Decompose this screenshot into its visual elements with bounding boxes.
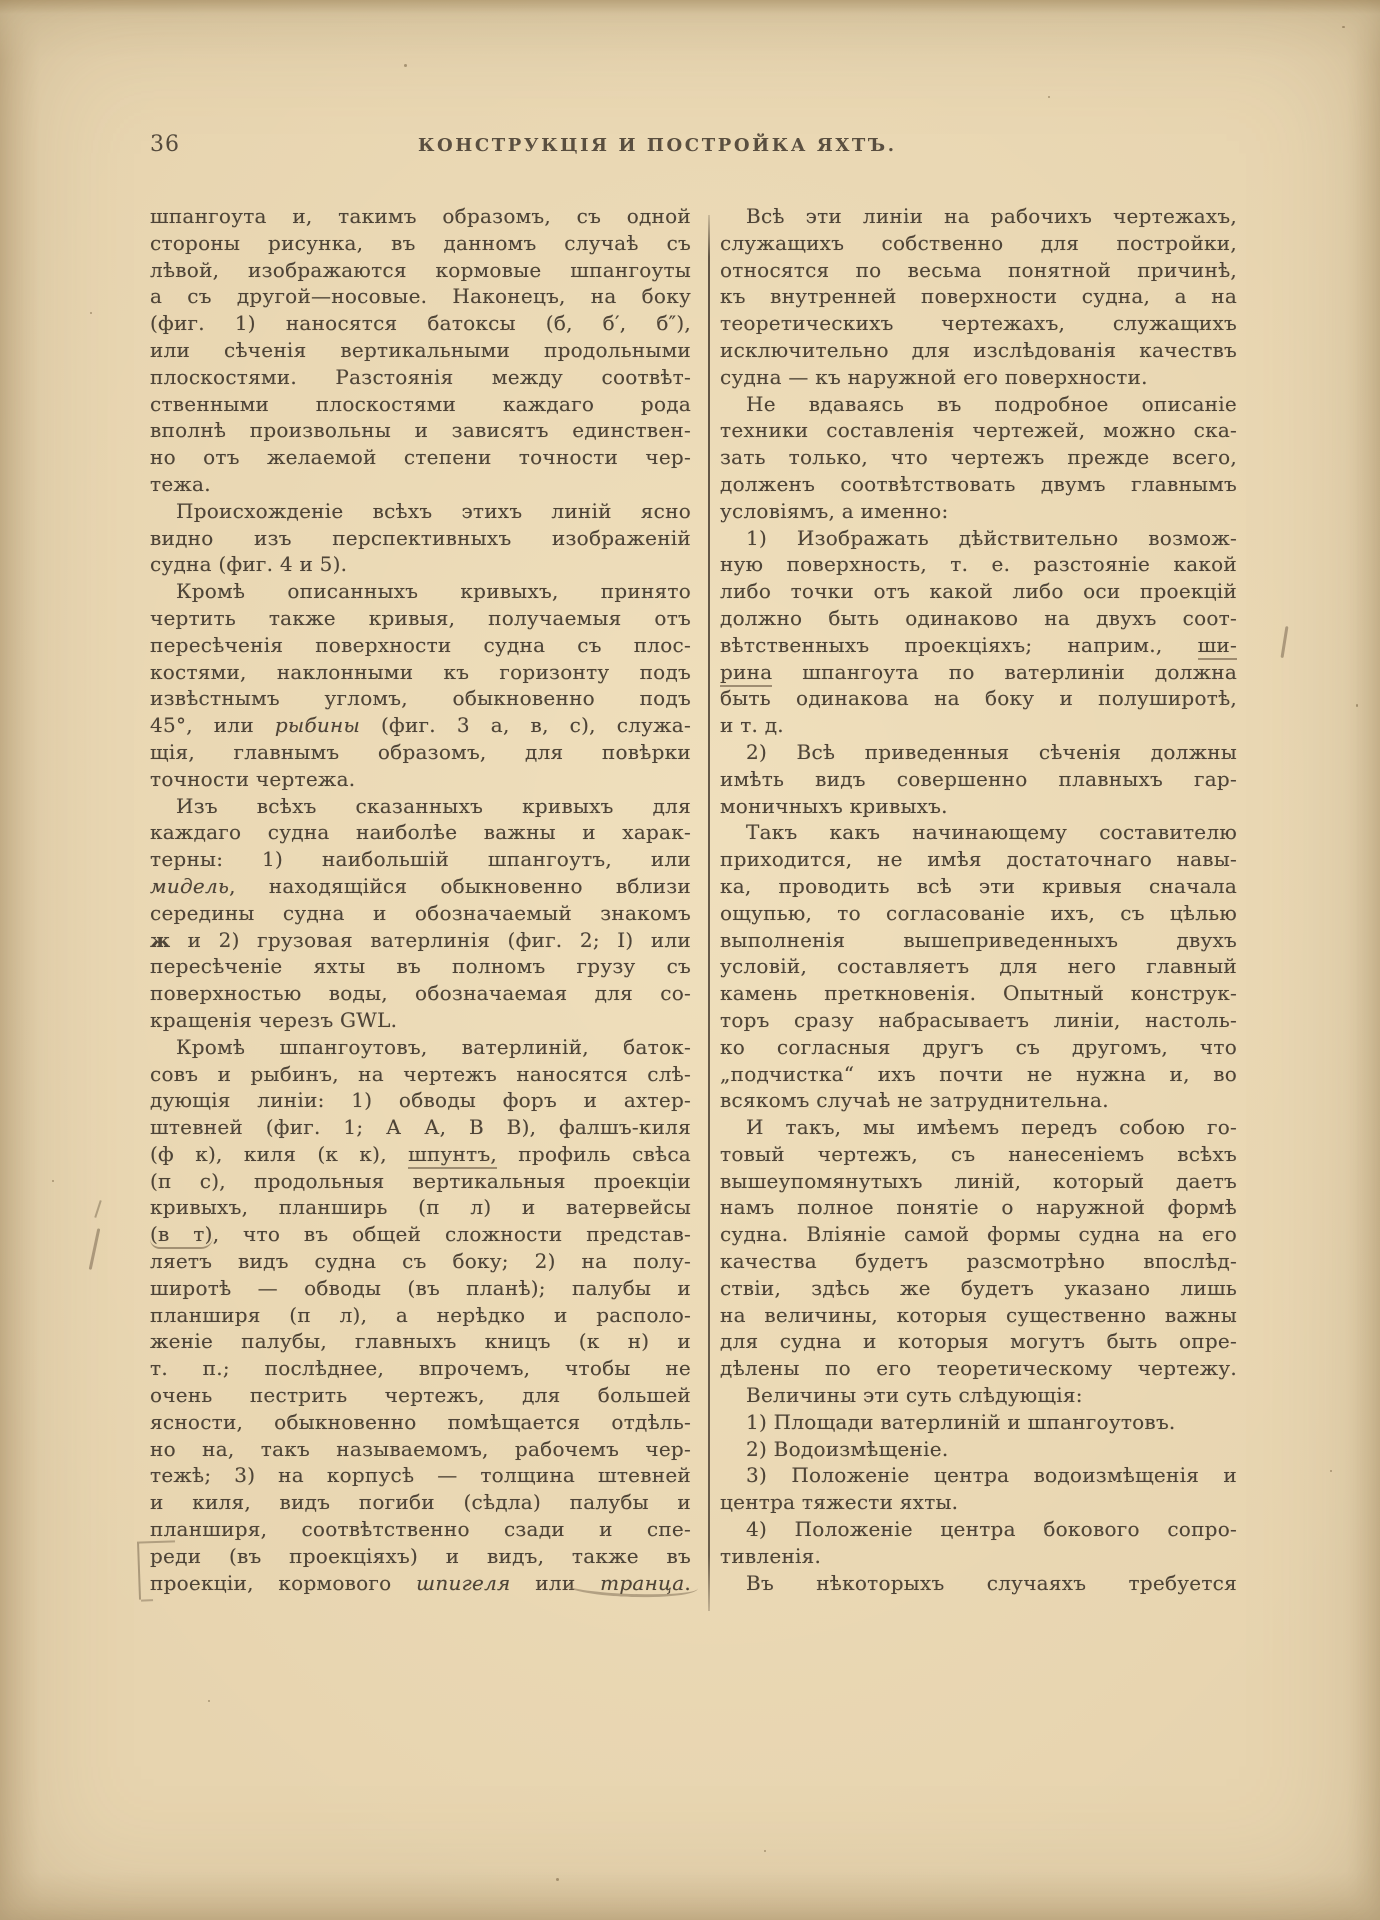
text-line: Кромѣ описанныхъ кривыхъ, принято (176, 579, 691, 604)
text-line: на величины, которыя существенно важны (720, 1302, 1237, 1327)
text-line: центра тяжести яхты. (720, 1490, 959, 1515)
text-line: плоскостями. Разстоянія между соотвѣт- (150, 364, 691, 389)
text-line: кривыхъ, планширь (п л) и ватервейсы (150, 1195, 691, 1220)
text-line: вѣтственныхъ проекціяхъ; наприм., ши- (720, 632, 1237, 659)
text-line: служащихъ собственно для постройки, (720, 230, 1237, 255)
text-line: выполненія вышеприведенныхъ двухъ (720, 927, 1237, 952)
text-line: реди (въ проекціяхъ) и видъ, также въ (150, 1543, 691, 1568)
paper-speck (1356, 704, 1358, 707)
text-line: Изъ всѣхъ сказанныхъ кривыхъ для (176, 793, 691, 818)
text-line: тежа. (150, 471, 211, 496)
text-line: (ф к), киля (к к), шпунтъ, профиль свѣса (150, 1141, 691, 1168)
text-line: Величины эти суть слѣдующія: (746, 1383, 1083, 1408)
text-line: камень преткновенія. Опытный конструк- (720, 981, 1237, 1006)
text-line: относятся по весьма понятной причинѣ, (720, 257, 1237, 282)
text-line: планширя, соотвѣтственно сзади и спе- (150, 1517, 691, 1542)
text-line: исключительно для изслѣдованія качествъ (720, 337, 1237, 362)
paper-speck (1330, 1470, 1332, 1472)
text-line: быть одинакова на боку и полуширотѣ, (720, 686, 1237, 711)
text-line: терны: 1) наибольшій шпангоутъ, или (150, 847, 691, 872)
text-line: Не вдаваясь въ подробное описаніе (746, 391, 1237, 416)
text-line: „подчистка“ ихъ почти не нужна и, во (720, 1061, 1237, 1086)
text-line: извѣстнымъ угломъ, обыкновенно подъ (150, 686, 691, 711)
text-line: Кромѣ шпангоутовъ, ватерлиній, баток- (176, 1034, 691, 1059)
text-line: 1) Изображать дѣйствительно возмож- (746, 525, 1237, 550)
text-line: условіямъ, а именно: (720, 498, 949, 523)
paper-speck (52, 1180, 54, 1182)
pencil-underlined-word: ши- (1198, 633, 1237, 660)
text-line: очень пестрить чертежъ, для большей (150, 1383, 691, 1408)
text-line: ственными плоскостями каждаго рода (150, 391, 691, 416)
midship-symbol-icon: ж (150, 927, 171, 952)
text-line: а съ другой—носовые. Наконецъ, на боку (150, 284, 691, 309)
paper-speck (1342, 26, 1345, 28)
pencil-underlined-word: шпунтъ, (408, 1142, 497, 1169)
text-line: условій, составляетъ для него главный (720, 954, 1237, 979)
text-line: судна (фиг. 4 и 5). (150, 552, 348, 577)
text-line: 45°, или рыбины (фиг. 3 а, в, с), служа- (150, 713, 691, 738)
running-title: КОНСТРУКЦІЯ И ПОСТРОЙКА ЯХТЪ. (418, 135, 897, 156)
text-line: рина шпангоута по ватерлиніи должна (720, 659, 1237, 686)
paper-speck (1048, 96, 1050, 98)
text-line: 2) Водоизмѣщеніе. (746, 1436, 949, 1461)
text-line: мидель, находящійся обыкновенно вблизи (150, 873, 691, 898)
text-line: всякомъ случаѣ не затруднительна. (720, 1088, 1109, 1113)
text-line: ствіи, здѣсь же будетъ указано лишь (720, 1275, 1237, 1300)
pencil-mark-left-margin (89, 1228, 100, 1270)
text-line: пересѣченія поверхности судна съ плос- (150, 632, 691, 657)
italic-term: шпигеля (416, 1570, 511, 1595)
paper-speck (208, 1700, 210, 1702)
text-line: ка, проводить всѣ эти кривыя сначала (720, 873, 1237, 898)
text-line: широтѣ — обводы (въ планѣ); палубы и (150, 1275, 691, 1300)
text-line: костями, наклонными къ горизонту подъ (150, 659, 691, 684)
text-line: щія, главнымъ образомъ, для повѣрки (150, 739, 691, 764)
page-number: 36 (150, 132, 180, 157)
text-line: точности чертежа. (150, 766, 356, 791)
italic-term: рыбины (274, 713, 361, 738)
text-line: 4) Положеніе центра бокового сопро- (746, 1517, 1237, 1542)
text-line: видно изъ перспективныхъ изображеній (150, 525, 691, 550)
column-divider-rule (708, 215, 710, 1611)
text-line: ляетъ видъ судна съ боку; 2) на полу- (150, 1249, 691, 1274)
text-line: 2) Всѣ приведенныя сѣченія должны (746, 739, 1237, 764)
text-line: ж и 2) грузовая ватерлинія (фиг. 2; I) или (150, 927, 691, 952)
text-line: къ внутренней поверхности судна, а на (720, 284, 1237, 309)
text-line: Всѣ эти линіи на рабочихъ чертежахъ, (746, 204, 1237, 228)
text-line: поверхностью воды, обозначаемая для со- (150, 981, 691, 1006)
text-line: дѣлены по его теоретическому чертежу. (720, 1356, 1237, 1381)
text-line: вполнѣ произвольны и зависятъ единствен- (150, 418, 691, 443)
text-line: пересѣченіе яхты въ полномъ грузу съ (150, 954, 691, 979)
italic-term: транца (600, 1570, 685, 1595)
text-line: судна. Вліяніе самой формы судна на его (720, 1222, 1237, 1247)
text-line: и т. д. (720, 713, 784, 738)
text-line: женіе палубы, главныхъ кницъ (к н) и (150, 1329, 691, 1354)
pencil-mark-right-margin (1281, 626, 1288, 658)
text-line: приходится, не имѣя достаточнаго навы- (720, 847, 1237, 872)
text-line: (п с), продольныя вертикальныя проекціи (150, 1168, 691, 1193)
text-line: но отъ желаемой степени точности чер- (150, 445, 691, 470)
text-line: товый чертежъ, съ нанесеніемъ всѣхъ (720, 1141, 1237, 1166)
text-line: но на, такъ называемомъ, рабочемъ чер- (150, 1436, 691, 1461)
paper-speck (404, 64, 407, 67)
text-line: т. п.; послѣднее, впрочемъ, чтобы не (150, 1356, 691, 1381)
text-line: ощупью, то согласованіе ихъ, съ цѣлью (720, 900, 1237, 925)
text-line: вышеупомянутыхъ линій, который даетъ (720, 1168, 1237, 1193)
text-line: должно быть одинаково на двухъ соот- (720, 605, 1237, 630)
text-line: долженъ соотвѣтствовать двумъ главнымъ (720, 471, 1237, 496)
text-line: планширя (п л), а нерѣдко и располо- (150, 1302, 691, 1327)
text-line: 3) Положеніе центра водоизмѣщенія и (746, 1463, 1237, 1488)
text-line: и киля, видъ погиби (сѣдла) палубы и (150, 1490, 691, 1515)
italic-term: мидель (150, 873, 230, 898)
text-line: дующія линіи: 1) обводы форъ и ахтер- (150, 1088, 691, 1113)
text-line: лѣвой, изображаются кормовые шпангоуты (150, 257, 691, 282)
text-line: моничныхъ кривыхъ. (720, 793, 948, 818)
text-line: имѣть видъ совершенно плавныхъ гар- (720, 766, 1237, 791)
paper-speck (556, 1878, 559, 1881)
text-line: либо точки отъ какой либо оси проекцій (720, 579, 1237, 604)
text-line: торъ сразу набрасываетъ линіи, настоль- (720, 1007, 1237, 1032)
text-line: тежѣ; 3) на корпусѣ — толщина штевней (150, 1463, 691, 1488)
text-line: совъ и рыбинъ, на чертежъ наносятся слѣ- (150, 1061, 691, 1086)
text-line: ко согласныя другъ съ другомъ, что (720, 1034, 1237, 1059)
text-line: стороны рисунка, въ данномъ случаѣ съ (150, 230, 691, 255)
text-line: И такъ, мы имѣемъ передъ собою го- (746, 1115, 1237, 1140)
text-line: 1) Площади ватерлиній и шпангоутовъ. (746, 1409, 1176, 1434)
text-line: качества будетъ разсмотрѣно впослѣд- (720, 1249, 1237, 1274)
text-line: (в т), что въ общей сложности представ- (150, 1221, 691, 1248)
text-line: намъ полное понятіе о наружной формѣ (720, 1195, 1237, 1220)
text-line: ную поверхность, т. е. разстояніе какой (720, 552, 1237, 577)
text-line: судна — къ наружной его поверхности. (720, 364, 1148, 389)
text-line: кращенія черезъ GWL. (150, 1007, 398, 1032)
text-line: для судна и которыя могутъ быть опре- (720, 1329, 1237, 1354)
text-line: теоретическихъ чертежахъ, служащихъ (720, 311, 1237, 336)
text-line: Происхожденіе всѣхъ этихъ линій ясно (176, 498, 691, 523)
text-line: тивленія. (720, 1543, 822, 1568)
text-line: каждаго судна наиболѣе важны и харак- (150, 820, 691, 845)
paper-speck (764, 1850, 766, 1852)
text-line: Въ нѣкоторыхъ случаяхъ требуется (746, 1570, 1237, 1595)
pencil-underlined-word: рина (720, 660, 772, 687)
page-header (0, 130, 1380, 166)
left-column (150, 203, 691, 1596)
text-line: штевней (фиг. 1; А А, В В), фалшъ-киля (150, 1115, 691, 1140)
text-line: проекціи, кормового шпигеля или транца. (150, 1570, 691, 1595)
paper-speck (90, 312, 92, 314)
text-line: чертить также кривыя, получаемыя отъ (150, 605, 691, 630)
pencil-mark-left-margin-small (94, 1200, 101, 1218)
text-line: зать только, что чертежъ прежде всего, (720, 445, 1237, 470)
text-line: техники составленія чертежей, можно ска- (720, 418, 1237, 443)
right-column (720, 203, 1237, 1596)
text-line: середины судна и обозначаемый знакомъ (150, 900, 691, 925)
text-line: ясности, обыкновенно помѣщается отдѣль- (150, 1409, 691, 1434)
text-line: или сѣченія вертикальными продольными (150, 337, 691, 362)
text-line: Такъ какъ начинающему составителю (746, 820, 1237, 845)
text-line: (фиг. 1) наносятся батоксы (б, б′, б″), (150, 311, 691, 336)
pencil-circled-term: (в т) (150, 1222, 213, 1249)
text-line: шпангоута и, такимъ образомъ, съ одной (150, 204, 691, 228)
